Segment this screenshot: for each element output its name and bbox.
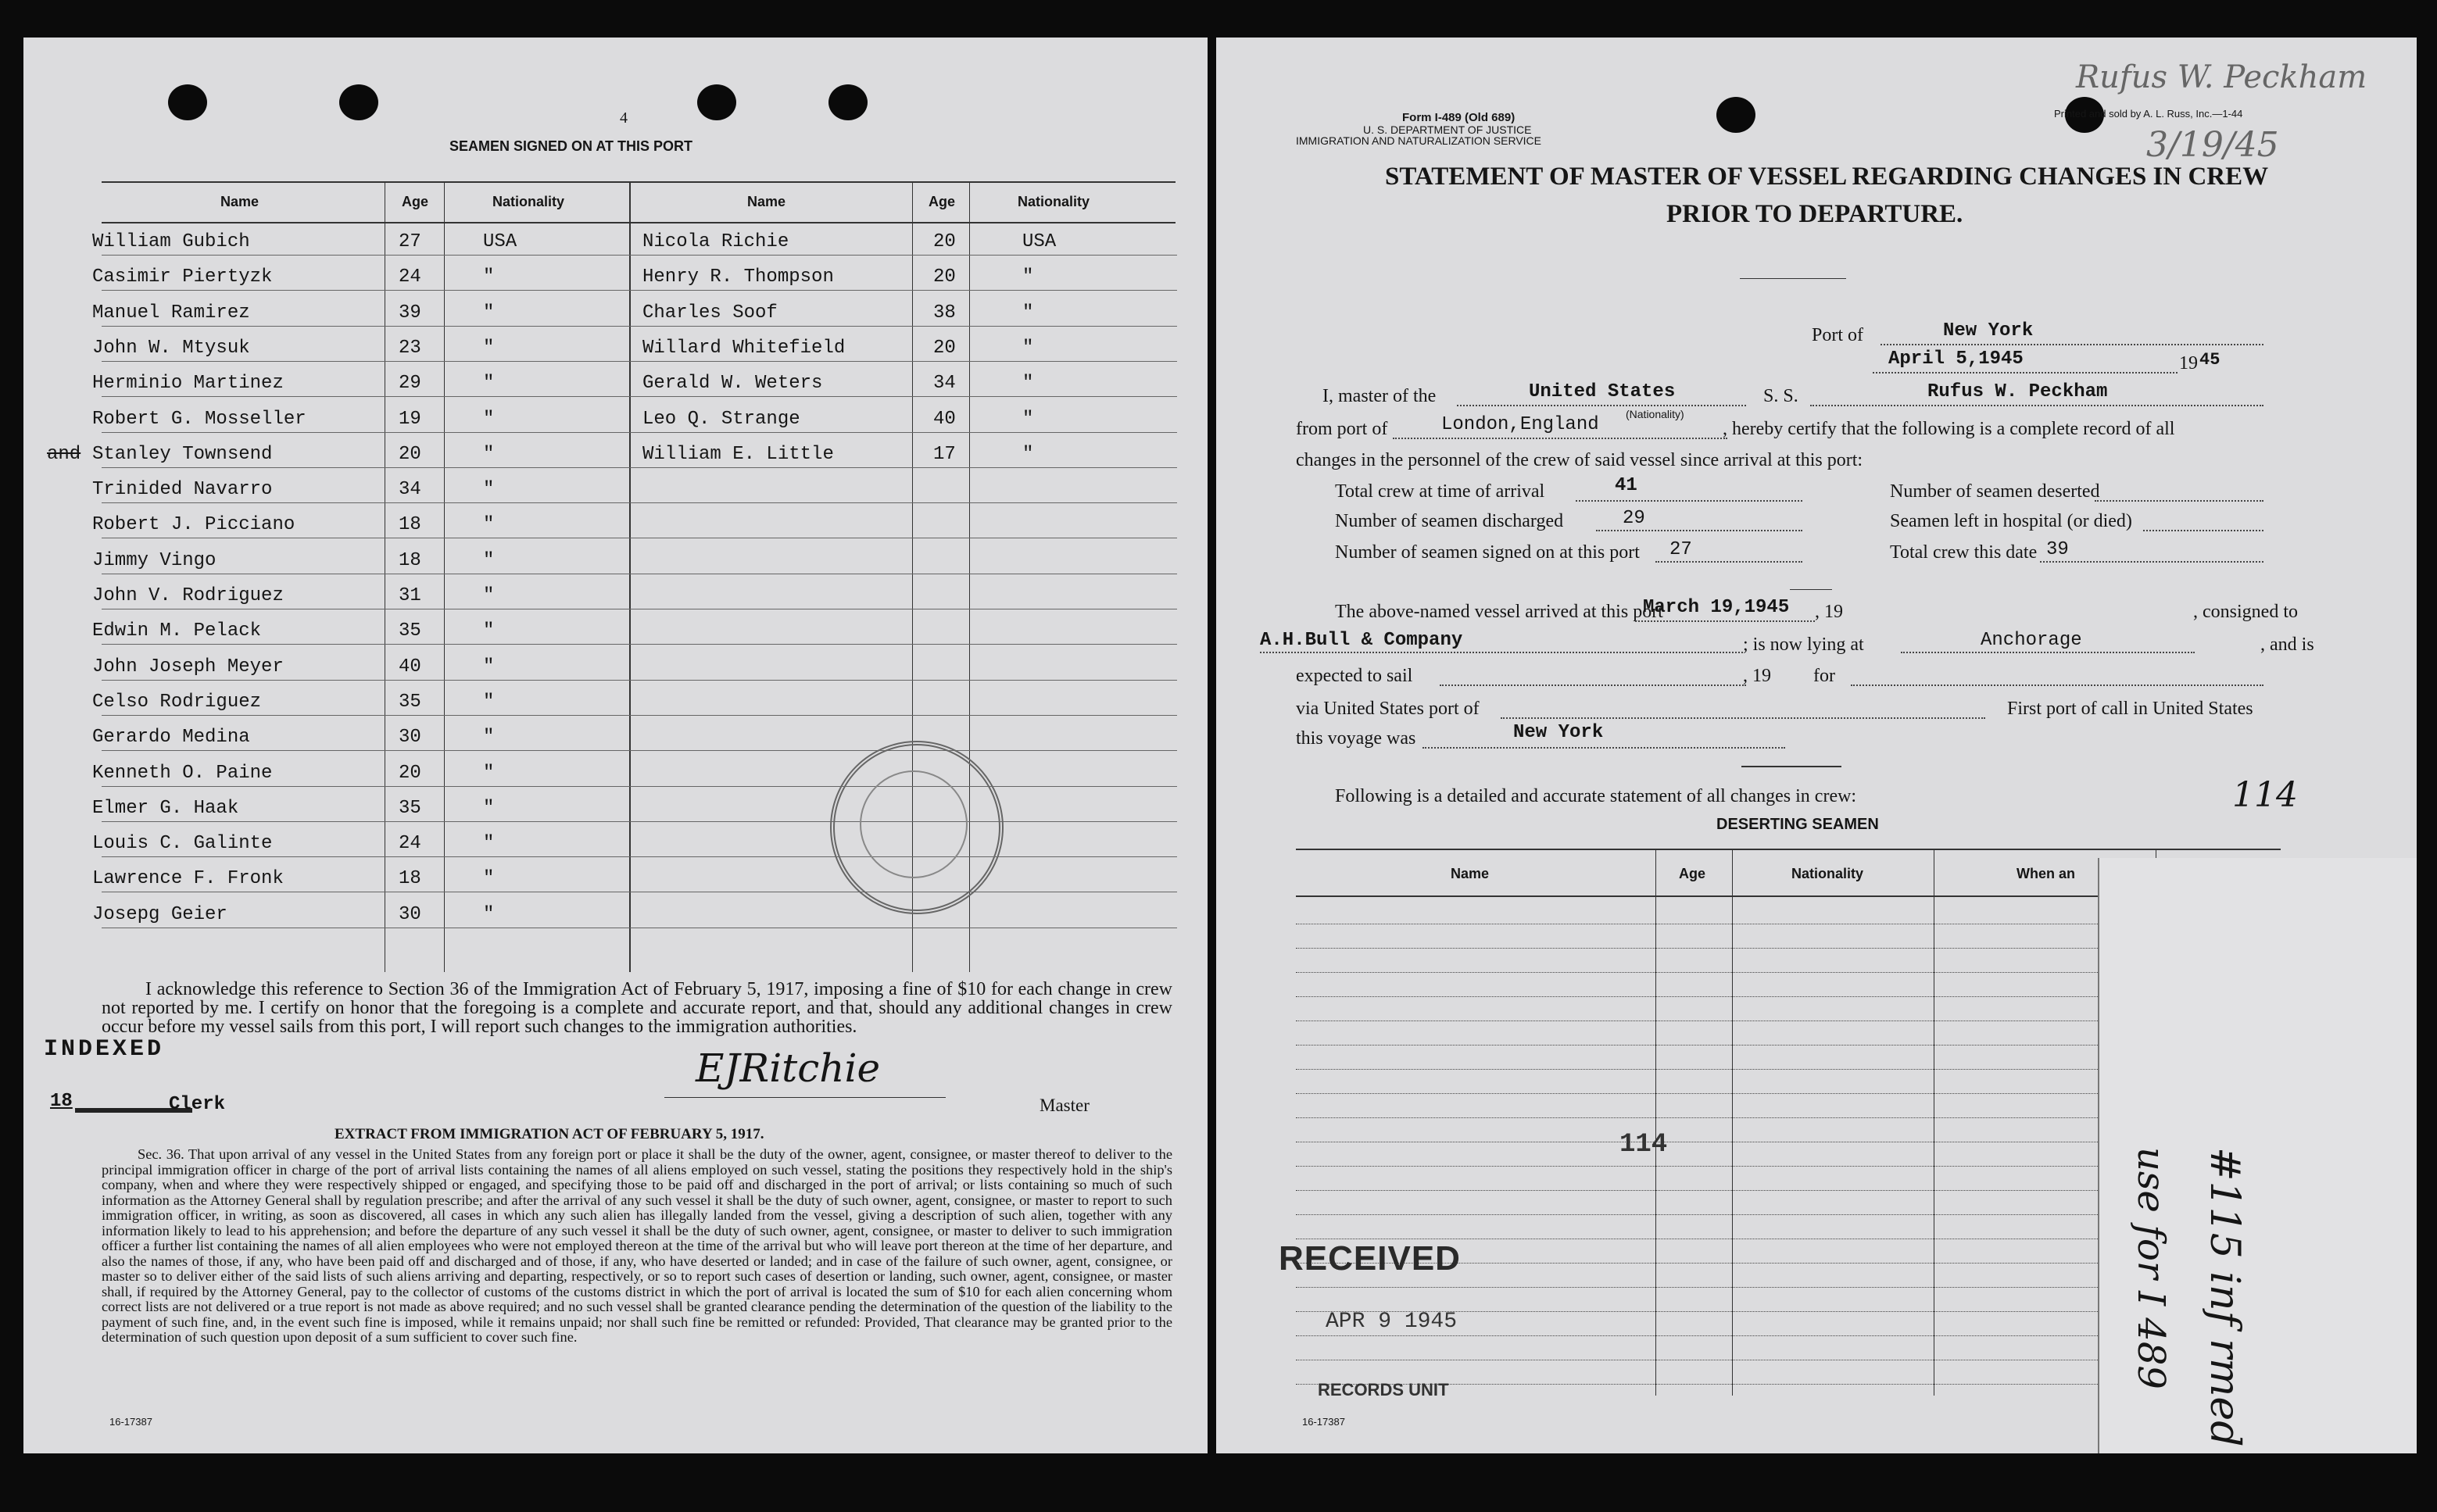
row-rule [102, 502, 633, 503]
crew-name: Henry R. Thompson [642, 266, 834, 288]
row-rule [102, 750, 633, 751]
punch-hole [697, 84, 736, 120]
master-label: Master [1040, 1096, 1090, 1115]
crew-name: Gerardo Medina [92, 727, 250, 748]
row-rule [102, 396, 633, 397]
received-date: APR 9 1945 [1326, 1310, 1458, 1334]
page-number: 4 [620, 109, 628, 127]
crew-nationality: " [483, 444, 495, 465]
year-prefix: 19 [2179, 353, 2198, 374]
deserting-col-name: Name [1451, 866, 1490, 881]
crew-nationality: " [483, 904, 495, 925]
crew-age: 29 [399, 373, 421, 394]
discharged-line [1596, 530, 1802, 531]
crew-nationality: " [1022, 338, 1034, 359]
voyage-label: this voyage was [1296, 728, 1416, 749]
master-signature: EJRitchie [696, 1046, 881, 1091]
from-port-line [1393, 438, 1727, 439]
row-rule [630, 432, 1177, 433]
via-line [1501, 717, 1985, 719]
crew-nationality: " [483, 798, 495, 819]
crew-nationality: " [483, 550, 495, 571]
deserting-row-rule [1296, 1117, 2101, 1118]
crew-nationality: " [483, 585, 495, 606]
form-label: Form I-489 (Old 689) [1402, 111, 1516, 124]
deserting-row-rule [1296, 996, 2101, 997]
total-arrival-value: 41 [1615, 475, 1637, 496]
ship-name: Rufus W. Peckham [1927, 381, 2108, 402]
deserting-row-rule [1296, 1093, 2101, 1094]
crew-name: Nicola Richie [642, 231, 789, 252]
row-rule [630, 396, 1177, 397]
crew-name: Kenneth O. Paine [92, 763, 273, 784]
crew-name: William E. Little [642, 444, 834, 465]
crew-age: 20 [933, 338, 956, 359]
port-of-line [1881, 344, 2263, 345]
col-divider [629, 181, 631, 972]
nationality-caption: (Nationality) [1626, 408, 1684, 420]
port-of-value: New York [1943, 320, 2034, 341]
date-stamp-inner [860, 770, 968, 878]
extract-text: Sec. 36. That upon arrival of any vessel in the United States from any foreign port or place it shall be the duty of the owner, agent, consignee, or master thereof to deliver to the principal immigration officer in charge of the port of arrival lists containing the names of all aliens employed on such vessel, stating the positions they respectively hold in the ship's company, when and where they were respectively shipped or engaged, and specifying those to be paid off and discharged in the port of arrival; or lists containing so much of such information as the Attorney General shall by regulation prescribe; and after the arrival of any such vessel it shall be the duty of such owner, agent, consignee, or master to report to such immigration officer, in writing, as soon as discovered, all cases in which any such alien has illegally landed from the vessel, giving a description of such alien, together with any information likely to lead to his apprehension; and before the departure of any such vessel it shall be the duty of such owner, agent, consignee, or master to deliver to such immigration officer a further list containing the names of all alien employees who were not employed thereon at the time of the arrival but who will leave port thereon at the time of her departure, and also the names of those, if any, who have been paid off and discharged and of those, if any, who have deserted or landed; and in case of the failure of such owner, agent, consignee, or master so to deliver either of the said lists of such aliens arriving and departing, respectively, or so to report such cases of desertion or landing, such owner, agent, consignee, or master shall, if required by the Attorney General, pay to the collector of customs of the customs district in which the port of arrival is located the sum of $10 for each alien concerning whom correct lists are not delivered or a true report is not made as above required; and no such vessel shall be granted clearance pending the determination of the question of the liability to the payment of such fine, and, in the event such fine is imposed, while it remains unpaid; nor shall such fine be remitted or refunded: Provided, That clearance may be granted prior to the determination of such question upon deposit of a sum sufficient to cover such fine. [102, 1146, 1172, 1345]
service: IMMIGRATION AND NATURALIZATION SERVICE [1296, 134, 1541, 147]
col-divider [444, 181, 445, 972]
printer-note: Printed and sold by A. L. Russ, Inc.—1-44 [2054, 108, 2243, 120]
certify-text: , hereby certify that the following is a complete record of all [1723, 419, 2175, 439]
col-header-age: Age [929, 194, 956, 209]
crew-age: 23 [399, 338, 421, 359]
deserting-row-rule [1296, 1335, 2101, 1336]
first-port-label: First port of call in United States [2007, 699, 2253, 719]
col-header-nationality: Nationality [492, 194, 565, 209]
deserting-row-rule [1296, 1287, 2101, 1288]
crew-name: Casimir Piertyzk [92, 266, 273, 288]
voyage-value: New York [1513, 722, 1604, 743]
indexed-stamp: INDEXED [44, 1036, 165, 1063]
row-rule [102, 361, 633, 362]
punch-hole [168, 84, 207, 120]
changes-text: changes in the personnel of the crew of said vessel since arrival at this port: [1296, 450, 1863, 470]
form-number: 16-17387 [1302, 1416, 1345, 1428]
total-date-line [2040, 561, 2263, 563]
lying-label: ; is now lying at [1743, 634, 1864, 655]
crew-age: 30 [399, 904, 421, 925]
handwritten-114: 114 [2232, 775, 2298, 815]
row-rule [102, 467, 633, 468]
row-rule [102, 644, 633, 645]
deserting-row-rule [1296, 1045, 2101, 1046]
row-rule [102, 255, 633, 256]
crew-age: 24 [399, 266, 421, 288]
total-date-label: Total crew this date [1890, 542, 2038, 563]
row-rule [102, 326, 633, 327]
consignee-value: A.H.Bull & Company [1260, 630, 1463, 651]
row-rule [102, 786, 633, 787]
punch-hole [339, 84, 378, 120]
crew-nationality: " [1022, 444, 1034, 465]
crew-age: 40 [399, 656, 421, 677]
hospital-line [2143, 530, 2263, 531]
from-port-value: London,England [1441, 414, 1599, 435]
expected-label: expected to sail [1296, 666, 1413, 686]
deserting-table-top [1296, 849, 2281, 850]
crew-name: Gerald W. Weters [642, 373, 823, 394]
inline-114: 114 [1619, 1130, 1668, 1160]
crew-age: 34 [399, 479, 421, 500]
crew-name: Robert J. Picciano [92, 514, 295, 535]
title-divider [1740, 278, 1846, 279]
crew-age: 35 [399, 798, 421, 819]
crew-nationality: " [1022, 266, 1034, 288]
crew-age: 18 [399, 868, 421, 889]
ss-label: S. S. [1763, 386, 1798, 406]
deserting-row-rule [1296, 1069, 2101, 1070]
crew-age: 38 [933, 302, 956, 323]
crew-name: Trinided Navarro [92, 479, 273, 500]
consigned-label: , consigned to [2193, 602, 2298, 622]
row-rule [102, 290, 633, 291]
punch-hole [1716, 97, 1755, 133]
date-line [1873, 372, 2178, 374]
col-header-age: Age [402, 194, 429, 209]
col-divider [1655, 849, 1656, 1396]
crew-age: 20 [933, 231, 956, 252]
records-unit: RECORDS UNIT [1318, 1380, 1449, 1399]
following-label: Following is a detailed and accurate statement of all changes in crew: [1335, 786, 1857, 806]
for-label: for [1813, 666, 1835, 686]
deserting-row-rule [1296, 1190, 2101, 1191]
row-rule [630, 326, 1177, 327]
deserting-col-age: Age [1679, 866, 1706, 881]
crew-name: Leo Q. Strange [642, 409, 800, 430]
table-header-rule [102, 222, 1176, 223]
row-rule [630, 644, 1177, 645]
row-rule [102, 432, 633, 433]
crew-name: John W. Mtysuk [92, 338, 250, 359]
nationality-value: United States [1529, 381, 1676, 402]
nationality-line [1457, 405, 1746, 406]
lying-line [1901, 652, 2195, 653]
row-rule [102, 680, 633, 681]
crew-nationality: " [483, 692, 495, 713]
crew-nationality: " [483, 620, 495, 642]
crew-nationality: " [483, 514, 495, 535]
for-line [1851, 685, 2263, 686]
crew-name: Stanley Townsend [92, 444, 273, 465]
voyage-line [1422, 747, 1785, 749]
col-header-name: Name [220, 194, 259, 209]
crew-age: 34 [933, 373, 956, 394]
row-rule [102, 715, 633, 716]
crew-nationality: " [483, 656, 495, 677]
crew-name: Robert G. Mosseller [92, 409, 306, 430]
signed-on-line [1655, 561, 1802, 563]
crew-name: Louis C. Galinte [92, 833, 273, 854]
crew-age: 35 [399, 692, 421, 713]
row-rule [630, 361, 1177, 362]
year-value: 45 [2199, 350, 2220, 370]
row-rule [630, 502, 1177, 503]
crew-nationality: " [483, 266, 495, 288]
crew-age: 18 [399, 550, 421, 571]
crew-nationality: " [483, 409, 495, 430]
discharged-value: 29 [1623, 508, 1645, 529]
divider [1790, 589, 1832, 590]
hospital-label: Seamen left in hospital (or died) [1890, 511, 2132, 531]
clerk-label: Clerk [169, 1094, 226, 1115]
crew-name: Celso Rodriguez [92, 692, 262, 713]
deserting-row-rule [1296, 1166, 2101, 1167]
crew-name: John Joseph Meyer [92, 656, 284, 677]
crew-age: 27 [399, 231, 421, 252]
discharged-label: Number of seamen discharged [1335, 511, 1564, 531]
deserting-col-nationality: Nationality [1791, 866, 1864, 881]
divider [1741, 766, 1841, 767]
crew-nationality: " [1022, 409, 1034, 430]
signed-on-value: 27 [1669, 539, 1692, 560]
deserted-line [2095, 500, 2263, 502]
crew-nationality: " [483, 479, 495, 500]
left-page [23, 38, 1208, 1453]
total-arrival-label: Total crew at time of arrival [1335, 481, 1545, 502]
port-of-label: Port of [1812, 325, 1863, 345]
crew-age: 39 [399, 302, 421, 323]
crew-name: Edwin M. Pelack [92, 620, 262, 642]
arrived-label: The above-named vessel arrived at this port [1335, 602, 1663, 622]
crew-name: Herminio Martinez [92, 373, 284, 394]
master-of-label: I, master of the [1322, 386, 1437, 406]
col-header-nationality: Nationality [1018, 194, 1090, 209]
consignee-line [1260, 652, 1743, 653]
crew-nationality: " [483, 833, 495, 854]
ship-name-line [1810, 405, 2263, 406]
crew-nationality: " [1022, 302, 1034, 323]
crew-name: John V. Rodriguez [92, 585, 284, 606]
crew-name: Josepg Geier [92, 904, 227, 925]
crew-name: Charles Soof [642, 302, 778, 323]
row-rule [630, 467, 1177, 468]
crew-name: William Gubich [92, 231, 250, 252]
deserting-row-rule [1296, 948, 2101, 949]
crew-age: 30 [399, 727, 421, 748]
row-rule [630, 680, 1177, 681]
crew-name: Elmer G. Haak [92, 798, 239, 819]
form-title: STATEMENT OF MASTER OF VESSEL REGARDING CHANGES IN CREW [1385, 163, 2269, 191]
deserting-row-rule [1296, 1214, 2101, 1215]
crew-nationality: " [483, 868, 495, 889]
total-arrival-line [1576, 500, 1802, 502]
signed-on-label: Number of seamen signed on at this port [1335, 542, 1640, 563]
col-header-name: Name [747, 194, 786, 209]
row-rule [630, 290, 1177, 291]
arrived-line [1635, 620, 1815, 622]
crew-age: 19 [399, 409, 421, 430]
crew-nationality: " [483, 338, 495, 359]
crew-nationality: " [483, 302, 495, 323]
crew-name: Manuel Ramirez [92, 302, 250, 323]
crew-nationality: USA [1022, 231, 1057, 252]
punch-hole [828, 84, 868, 120]
row-rule [102, 856, 633, 857]
signature-line [664, 1097, 946, 1098]
total-date-value: 39 [2046, 539, 2069, 560]
crew-nationality: " [1022, 373, 1034, 394]
expected-year: , 19 [1743, 666, 1771, 686]
crew-age: 24 [399, 833, 421, 854]
deserting-col-when: When an [2017, 866, 2075, 881]
crew-age: 20 [933, 266, 956, 288]
via-label: via United States port of [1296, 699, 1480, 719]
clerk-number: 18 [50, 1091, 73, 1112]
crew-age: 18 [399, 514, 421, 535]
crew-nationality: " [483, 763, 495, 784]
row-rule [630, 255, 1177, 256]
deserted-label: Number of seamen deserted [1890, 481, 2100, 502]
date-value: April 5,1945 [1888, 349, 2024, 370]
crew-age: 31 [399, 585, 421, 606]
row-rule [102, 821, 633, 822]
row-rule [630, 715, 1177, 716]
crew-age: 20 [399, 763, 421, 784]
lying-value: Anchorage [1981, 630, 2082, 651]
acknowledgement-text: I acknowledge this reference to Section 36 of the Immigration Act of February 5, 1917, imposing a fine of $10 for each change in crew not reported by me. I certify on honor that the foregoing is a complete and accurate report, and that, should any additional changes in crew occur before my vessel sails from this port, I will report such changes to the immigration authorities. [102, 979, 1172, 1037]
arrived-date: March 19,1945 [1643, 597, 1790, 618]
deserting-row-rule [1296, 972, 2101, 973]
department: U. S. DEPARTMENT OF JUSTICE [1363, 123, 1532, 136]
struck-prefix: and [47, 444, 81, 465]
extract-title: EXTRACT FROM IMMIGRATION ACT OF FEBRUARY 5, 1917. [335, 1126, 764, 1142]
crew-age: 35 [399, 620, 421, 642]
crew-name: Jimmy Vingo [92, 550, 217, 571]
and-is-label: , and is [2260, 634, 2314, 655]
crew-nationality: USA [483, 231, 517, 252]
handwritten-date: 3/19/45 [2146, 125, 2279, 165]
crew-nationality: " [483, 373, 495, 394]
arrived-year: , 19 [1815, 602, 1843, 622]
right-page [1216, 38, 2417, 1453]
section-title: SEAMEN SIGNED ON AT THIS PORT [449, 138, 693, 154]
form-number: 16-17387 [109, 1416, 152, 1428]
table-top-rule [102, 181, 1176, 183]
crew-name: Willard Whitefield [642, 338, 846, 359]
col-divider [1732, 849, 1733, 1396]
deserting-title: DESERTING SEAMEN [1716, 816, 1879, 833]
crew-age: 20 [399, 444, 421, 465]
received-stamp: RECEIVED [1279, 1239, 1461, 1278]
handwritten-ship-name: Rufus W. Peckham [2076, 59, 2367, 95]
crew-name: Lawrence F. Fronk [92, 868, 284, 889]
form-subtitle: PRIOR TO DEPARTURE. [1666, 200, 1963, 228]
crew-age: 17 [933, 444, 956, 465]
expected-line [1440, 685, 1746, 686]
from-port-label: from port of [1296, 419, 1388, 439]
handwritten-note: #115 inf rmed [2201, 1147, 2248, 1447]
crew-age: 40 [933, 409, 956, 430]
handwritten-note-2: use for I 489 [2129, 1147, 2173, 1389]
crew-nationality: " [483, 727, 495, 748]
